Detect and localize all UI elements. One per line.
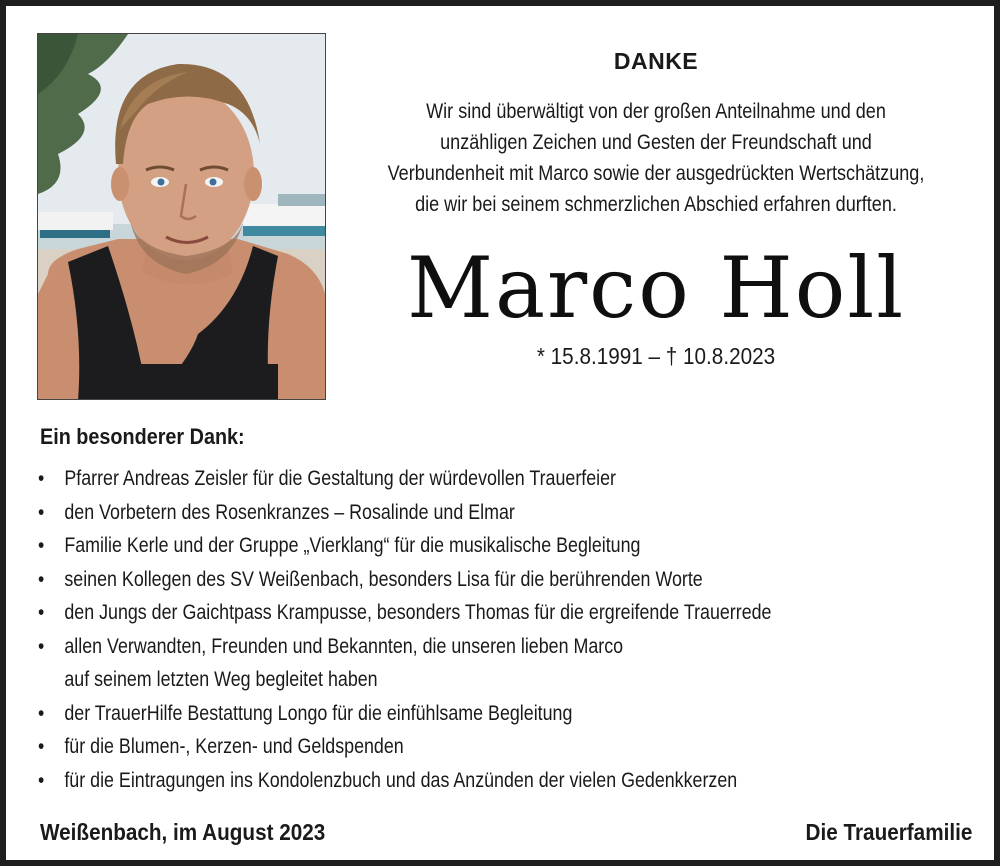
intro-text [372,96,940,220]
portrait-photo [37,33,326,400]
list-item-text: seinen Kollegen des SV Weißenbach, besonders Lisa für die berührenden Worte [64,567,703,591]
place-date: Weißenbach, im August 2023 [40,819,326,845]
intro-line: unzähligen Zeichen und Gesten der Freundschaft und [440,131,872,154]
special-thanks-heading: Ein besonderer Dank: [40,424,245,449]
list-item [38,563,888,597]
bullet-icon: • [38,768,45,792]
list-item [38,596,888,630]
bullet-icon: • [38,500,45,524]
bullet-icon: • [38,567,45,591]
bullet-icon: • [38,735,45,758]
list-item-continuation [38,663,888,697]
thanks-list [38,462,888,797]
list-item [38,529,888,563]
intro-line: Verbundenheit mit Marco sowie der ausgedrückten Wertschätzung, [387,162,925,185]
intro-line: die wir bei seinem schmerzlichen Abschied erfahren durften. [415,193,897,216]
list-item-text: der TrauerHilfe Bestattung Longo für die einfühlsame Begleitung [64,701,573,725]
list-item-text: auf seinem letzten Weg begleitet haben [64,668,378,691]
list-item-text: den Jungs der Gaichtpass Krampusse, besonders Thomas für die ergreifende Trauerrede [64,601,772,624]
list-item-text: Familie Kerle und der Gruppe „Vierklang“ für die musikalische Begleitung [64,534,641,557]
list-item-text: für die Blumen-, Kerzen- und Geldspenden [64,735,404,758]
list-item [38,730,888,764]
bullet-icon: • [38,467,45,490]
list-item-text: Pfarrer Andreas Zeisler für die Gestaltung der würdevollen Trauerfeier [64,467,616,490]
heading-danke: DANKE [613,48,699,74]
deceased-name: Marco Holl [406,239,906,337]
bullet-icon: • [38,601,45,624]
bullet-icon: • [38,634,45,658]
list-item [38,496,888,530]
life-dates: * 15.8.1991 – † 10.8.2023 [536,343,776,369]
list-item-text: allen Verwandten, Freunden und Bekannten, die unseren lieben Marco [64,634,624,658]
list-item [38,697,888,731]
list-item-text: den Vorbetern des Rosenkranzes – Rosalinde und Elmar [64,500,515,524]
list-item-text: für die Eintragungen ins Kondolenzbuch und das Anzünden der vielen Gedenkkerzen [64,768,738,792]
list-item [38,462,888,496]
bullet-icon: • [38,534,45,557]
bullet-icon: • [38,701,45,725]
signature: Die Trauerfamilie [805,819,972,845]
intro-line: Wir sind überwältigt von der großen Anteilnahme und den [426,100,886,123]
list-item [38,764,888,798]
list-item [38,630,888,664]
